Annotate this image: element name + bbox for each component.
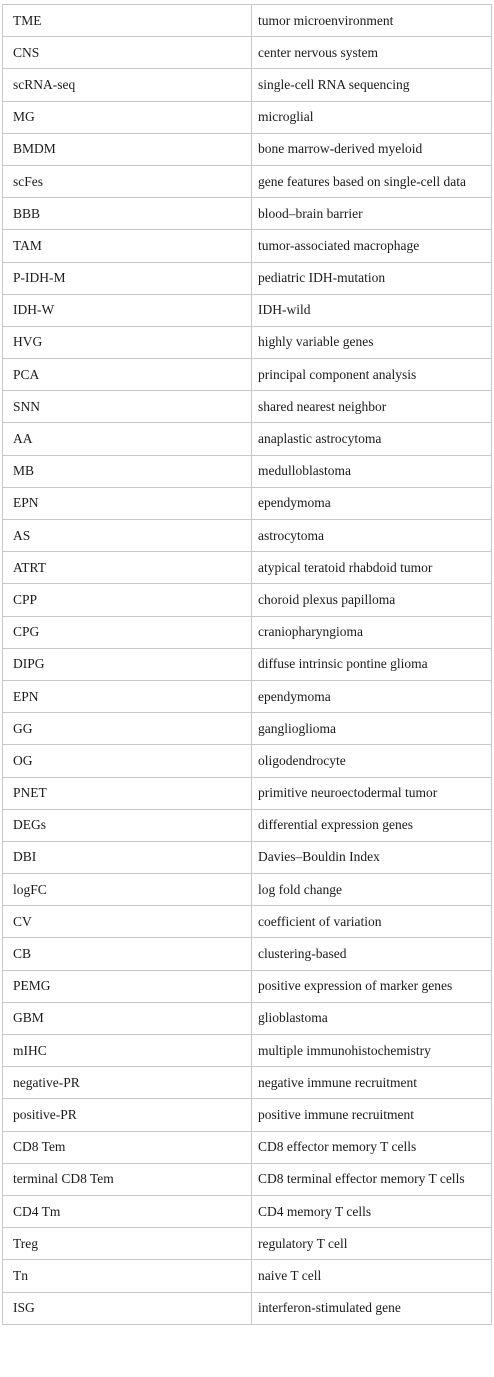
full-term-cell: bone marrow-derived myeloid [252,133,492,165]
table-row [3,1002,492,1034]
abbreviation-cell: IDH-W [3,294,252,326]
full-term-cell: positive expression of marker genes [252,970,492,1002]
abbreviation-cell: CNS [3,37,252,69]
full-term-cell: differential expression genes [252,809,492,841]
table-row [3,5,492,37]
abbreviation-cell: negative-PR [3,1067,252,1099]
abbreviation-cell: CB [3,938,252,970]
table-row [3,680,492,712]
abbreviation-cell: PCA [3,359,252,391]
full-term-cell: tumor-associated macrophage [252,230,492,262]
full-term-cell: glioblastoma [252,1002,492,1034]
abbreviation-cell: EPN [3,487,252,519]
table-row [3,745,492,777]
full-term-cell: ependymoma [252,487,492,519]
table-row [3,230,492,262]
full-term-cell: ependymoma [252,680,492,712]
abbreviation-cell: TME [3,5,252,37]
table-row [3,1099,492,1131]
abbreviation-cell: AA [3,423,252,455]
table-row [3,616,492,648]
abbreviation-cell: positive-PR [3,1099,252,1131]
full-term-cell: CD8 terminal effector memory T cells [252,1163,492,1195]
table-row [3,648,492,680]
table-row [3,1131,492,1163]
table-row [3,455,492,487]
table-row [3,906,492,938]
table-row [3,391,492,423]
full-term-cell: naive T cell [252,1260,492,1292]
full-term-cell: gene features based on single-cell data [252,165,492,197]
table-row [3,262,492,294]
full-term-cell: tumor microenvironment [252,5,492,37]
full-term-cell: center nervous system [252,37,492,69]
table-row [3,487,492,519]
abbreviation-cell: MG [3,101,252,133]
table-row [3,1195,492,1227]
table-row [3,809,492,841]
full-term-cell: microglial [252,101,492,133]
full-term-cell: regulatory T cell [252,1228,492,1260]
table-row [3,198,492,230]
abbreviation-cell: scFes [3,165,252,197]
abbreviation-table-body [3,5,492,1325]
abbreviation-cell: EPN [3,680,252,712]
table-row [3,165,492,197]
full-term-cell: medulloblastoma [252,455,492,487]
full-term-cell: negative immune recruitment [252,1067,492,1099]
table-row [3,37,492,69]
full-term-cell: atypical teratoid rhabdoid tumor [252,552,492,584]
full-term-cell: astrocytoma [252,520,492,552]
table-row [3,584,492,616]
table-row [3,423,492,455]
full-term-cell: pediatric IDH-mutation [252,262,492,294]
abbreviation-cell: TAM [3,230,252,262]
table-row [3,874,492,906]
table-row [3,970,492,1002]
table-row [3,777,492,809]
abbreviation-cell: Tn [3,1260,252,1292]
abbreviation-cell: scRNA-seq [3,69,252,101]
full-term-cell: interferon-stimulated gene [252,1292,492,1324]
full-term-cell: choroid plexus papilloma [252,584,492,616]
abbreviation-cell: CPG [3,616,252,648]
abbreviation-cell: HVG [3,326,252,358]
abbreviation-cell: GBM [3,1002,252,1034]
table-row [3,133,492,165]
table-row [3,520,492,552]
table-row [3,1228,492,1260]
table-row [3,359,492,391]
abbreviation-cell: PNET [3,777,252,809]
abbreviation-cell: GG [3,713,252,745]
abbreviation-cell: CD8 Tem [3,1131,252,1163]
table-row [3,713,492,745]
table-row [3,69,492,101]
full-term-cell: shared nearest neighbor [252,391,492,423]
full-term-cell: principal component analysis [252,359,492,391]
full-term-cell: oligodendrocyte [252,745,492,777]
full-term-cell: positive immune recruitment [252,1099,492,1131]
full-term-cell: CD8 effector memory T cells [252,1131,492,1163]
table-row [3,1260,492,1292]
table-row [3,552,492,584]
table-row [3,1292,492,1324]
table-row [3,326,492,358]
table-row [3,841,492,873]
abbreviation-cell: CPP [3,584,252,616]
table-row [3,1067,492,1099]
abbreviation-cell: SNN [3,391,252,423]
abbreviation-cell: mIHC [3,1035,252,1067]
full-term-cell: diffuse intrinsic pontine glioma [252,648,492,680]
abbreviation-cell: Treg [3,1228,252,1260]
abbreviation-cell: ISG [3,1292,252,1324]
full-term-cell: single-cell RNA sequencing [252,69,492,101]
abbreviation-cell: OG [3,745,252,777]
abbreviation-cell: ATRT [3,552,252,584]
abbreviation-cell: DIPG [3,648,252,680]
abbreviation-cell: terminal CD8 Tem [3,1163,252,1195]
abbreviation-cell: DBI [3,841,252,873]
full-term-cell: multiple immunohistochemistry [252,1035,492,1067]
full-term-cell: CD4 memory T cells [252,1195,492,1227]
abbreviation-cell: PEMG [3,970,252,1002]
abbreviation-cell: AS [3,520,252,552]
table-row [3,101,492,133]
table-row [3,938,492,970]
abbreviation-cell: P-IDH-M [3,262,252,294]
table-row [3,1163,492,1195]
abbreviation-cell: CD4 Tm [3,1195,252,1227]
abbreviation-cell: logFC [3,874,252,906]
full-term-cell: anaplastic astrocytoma [252,423,492,455]
full-term-cell: Davies–Bouldin Index [252,841,492,873]
table-row [3,294,492,326]
abbreviation-cell: CV [3,906,252,938]
abbreviation-cell: MB [3,455,252,487]
full-term-cell: ganglioglioma [252,713,492,745]
abbreviation-table [2,4,492,1325]
full-term-cell: blood–brain barrier [252,198,492,230]
abbreviation-cell: BMDM [3,133,252,165]
full-term-cell: highly variable genes [252,326,492,358]
full-term-cell: primitive neuroectodermal tumor [252,777,492,809]
full-term-cell: log fold change [252,874,492,906]
abbreviation-cell: BBB [3,198,252,230]
abbreviation-cell: DEGs [3,809,252,841]
table-row [3,1035,492,1067]
full-term-cell: IDH-wild [252,294,492,326]
full-term-cell: clustering-based [252,938,492,970]
full-term-cell: craniopharyngioma [252,616,492,648]
full-term-cell: coefficient of variation [252,906,492,938]
